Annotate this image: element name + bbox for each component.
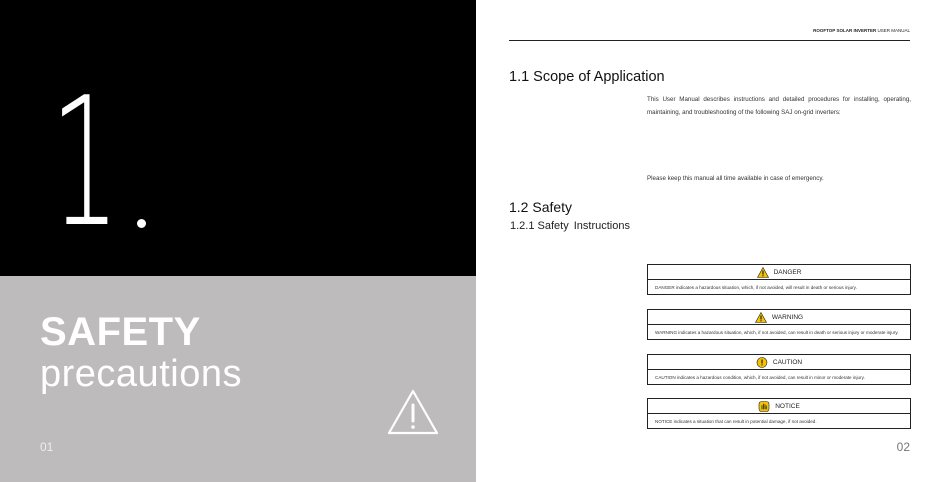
- warning-triangle-icon: [757, 267, 769, 278]
- warning-notice: [647, 309, 911, 340]
- keep-manual-note: Please keep this manual all time available in case of emergency.: [647, 175, 824, 182]
- header-rule: [509, 40, 910, 41]
- chapter-panel: [0, 0, 476, 276]
- subsection-number-label: 1.2.1 Safety: [510, 220, 569, 232]
- chapter-dot: [137, 219, 146, 228]
- warning-triangle-icon: [386, 388, 440, 436]
- warning-triangle-icon: [755, 312, 767, 323]
- caution-notice: [647, 354, 911, 385]
- subsection-label: Instructions: [573, 220, 630, 232]
- notice-header: [648, 355, 910, 370]
- notice-label: NOTICE: [775, 402, 800, 410]
- section-heading-1-2-1: [510, 220, 630, 232]
- notice-label: WARNING: [771, 313, 804, 321]
- page-number-left: 01: [40, 440, 54, 454]
- notice-hand-icon: [758, 401, 770, 412]
- header-title: ROOFTOP SOLAR INVERTER: [813, 28, 877, 33]
- page-number-right: 02: [896, 440, 910, 454]
- section-heading-1-2: 1.2 Safety: [509, 199, 573, 215]
- notice-label: DANGER: [773, 268, 802, 276]
- notice-text: DANGER indicates a hazardous situation, which, if not avoided, will result in death or serious injury.: [655, 284, 857, 290]
- notice-text: WARNING indicates a hazardous situation, which, if not avoided, can result in death or serious injury or moderate injury.: [655, 329, 899, 335]
- notice-text: CAUTION indicates a hazardous condition, which, if not avoided, can result in minor or moderate injury.: [655, 374, 865, 380]
- chapter-title: SAFETY: [40, 310, 201, 354]
- scope-paragraph: This User Manual describes instructions and detailed procedures for installing, operating, maintaining, and troubleshooting of the following SAJ on-grid inverters:: [647, 96, 911, 116]
- danger-notice: [647, 264, 911, 295]
- notice-header: [648, 265, 910, 280]
- header-subtitle: USER MANUAL: [877, 28, 910, 33]
- notice-text: NOTICE indicates a situation that can result in potential damage, if not avoided.: [655, 418, 817, 424]
- notice-label: CAUTION: [772, 358, 803, 366]
- chapter-subtitle: precautions: [40, 353, 242, 395]
- notice-header: [648, 310, 910, 325]
- notice-header: [648, 399, 910, 414]
- running-header: [813, 28, 910, 33]
- chapter-number: 1: [50, 59, 118, 266]
- notice-notice: [647, 398, 911, 429]
- section-heading-1-1: 1.1 Scope of Application: [509, 69, 665, 85]
- exclamation-circle-icon: [756, 357, 768, 368]
- right-page: [476, 0, 950, 482]
